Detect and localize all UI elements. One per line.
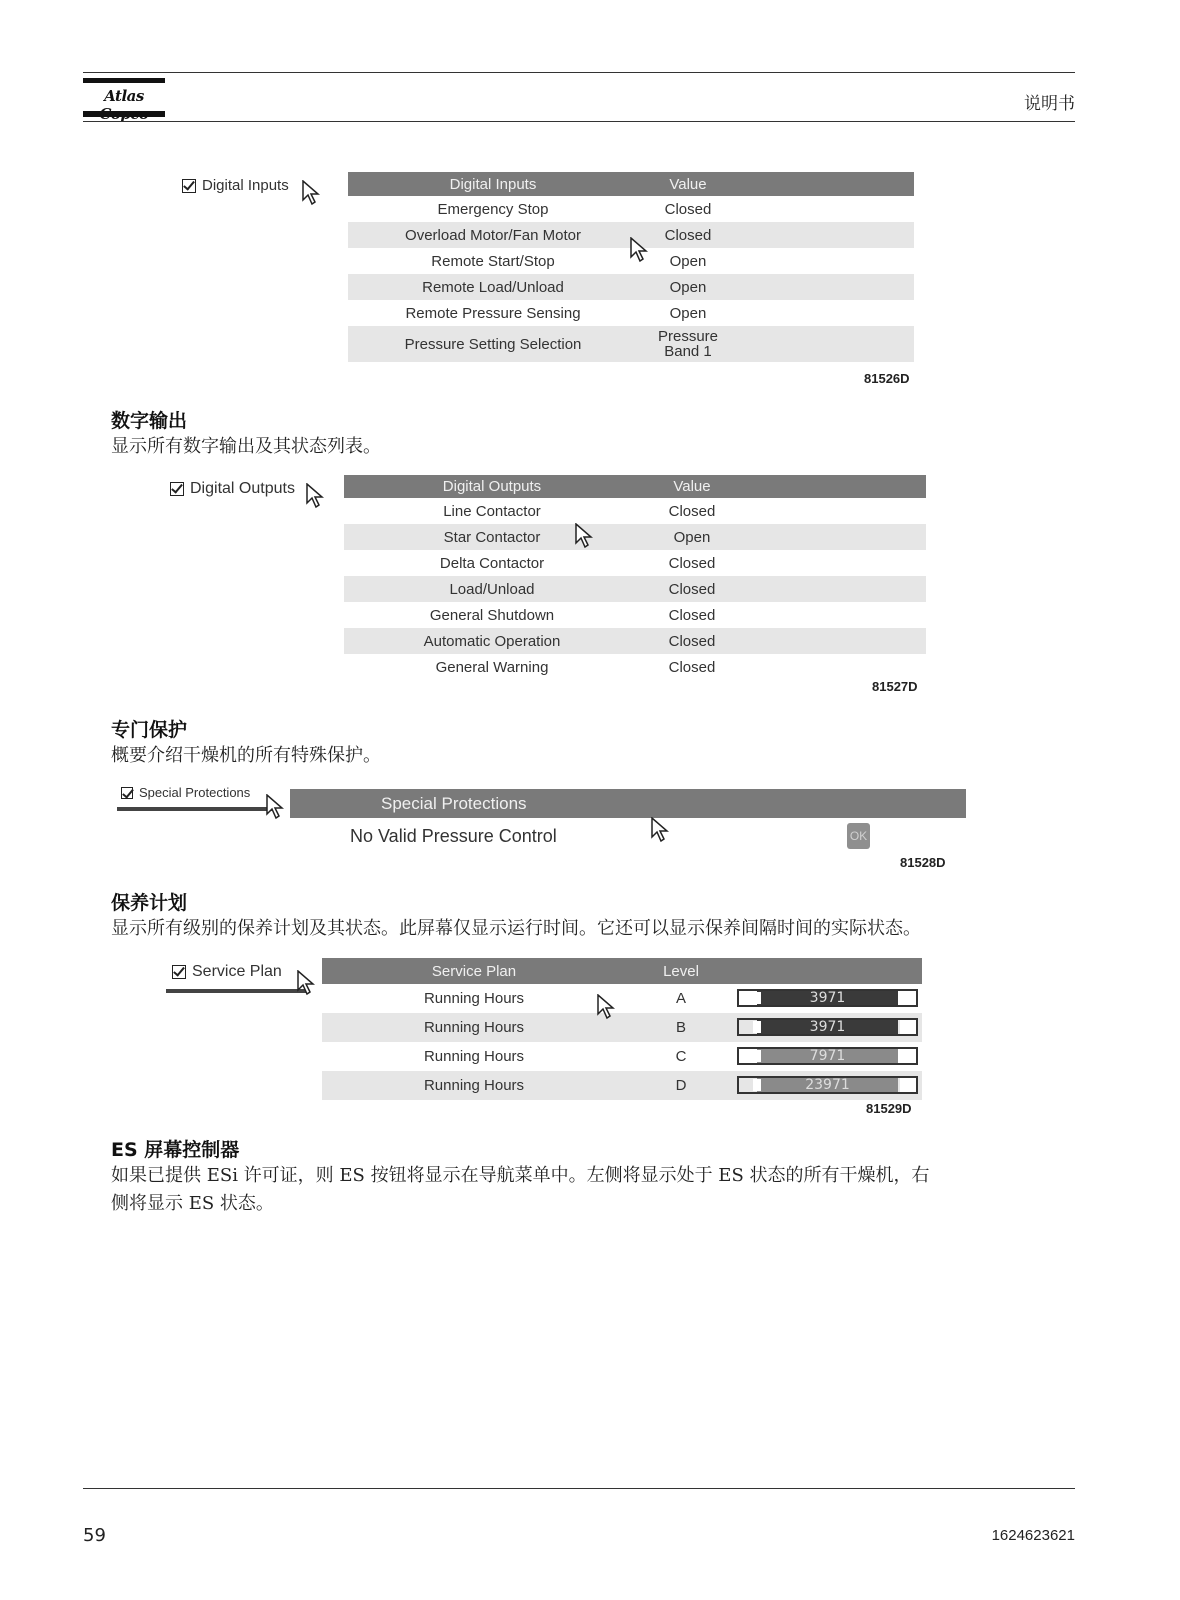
service-item-name: Running Hours [423,1048,525,1065]
output-name: Line Contactor [443,502,541,520]
table-row[interactable] [344,602,926,628]
input-name: Remote Load/Unload [422,278,564,296]
digital-inputs-table [348,172,914,362]
column-header: Digital Outputs [442,478,542,495]
table-row[interactable] [344,576,926,602]
column-header: Value [669,175,707,193]
figure-id: 81526D [864,371,910,386]
mouse-pointer-icon [630,237,648,263]
table-row[interactable] [344,550,926,576]
column-header: Service Plan [431,962,517,980]
output-name: General Warning [435,658,549,676]
output-name: Delta Contactor [439,554,545,572]
selection-underline [117,807,272,811]
header-top-rule [83,72,1075,73]
mouse-pointer-icon [597,994,615,1020]
service-level: C [675,1048,687,1065]
table-row[interactable] [344,498,926,524]
digital-outputs-checkbox[interactable] [170,480,295,498]
table-row[interactable] [348,196,914,222]
mouse-pointer-icon [297,970,315,996]
input-value: Open [669,304,707,322]
output-value: Closed [668,606,716,624]
mouse-pointer-icon [575,523,593,549]
output-value: Closed [668,632,716,650]
digital-outputs-table [344,475,926,680]
header-bottom-rule [83,121,1075,122]
special-protections-checkbox[interactable] [121,785,250,800]
table-row[interactable] [348,274,914,300]
output-value: Closed [668,554,716,572]
checkbox-checked-icon [182,179,196,193]
atlas-copco-logo: Atlas [83,78,165,120]
section-text-line: 如果已提供 ESi 许可证，则 ES 按钮将显示在导航菜单中。左侧将显示处于 ES 状态的所有干燥机，右 [111,1165,930,1186]
mouse-pointer-icon [651,817,669,843]
section-heading: ES 屏幕控制器 [111,1139,240,1161]
input-value: Pressure Band 1 [657,328,719,360]
table-row[interactable] [344,524,926,550]
column-header: Level [663,962,699,980]
figure-id: 81529D [866,1101,912,1116]
column-header: Digital Inputs [449,175,537,193]
service-level: A [675,990,686,1007]
table-row[interactable] [344,628,926,654]
table-header [344,475,926,498]
service-progress-bar [737,1047,918,1065]
output-name: Star Contactor [443,528,541,546]
page-number: 59 [83,1525,106,1546]
section-heading: 数字输出 [111,410,188,432]
ok-status-icon: OK [847,823,870,849]
output-value: Closed [668,580,716,598]
section-text: 显示所有数字输出及其状态列表。 [111,436,381,457]
mouse-pointer-icon [306,483,324,509]
checkbox-label: Special Protections [139,785,251,800]
checkbox-label: Digital Inputs [202,177,289,194]
table-header [322,958,922,984]
service-item-name: Running Hours [423,1019,525,1036]
running-hours-value: 23971 [805,1077,850,1093]
output-name: Load/Unload [449,580,535,598]
section-text-line: 侧将显示 ES 状态。 [111,1193,274,1214]
input-name: Pressure Setting Selection [404,335,582,353]
input-value: Open [669,278,707,296]
footer-rule [83,1488,1075,1489]
checkbox-label: Service Plan [192,963,282,980]
figure-id: 81527D [872,679,918,694]
input-name: Remote Start/Stop [431,252,555,270]
checkbox-checked-icon [172,965,186,979]
table-row[interactable] [344,654,926,680]
output-name: General Shutdown [429,606,555,624]
output-name: Automatic Operation [423,632,561,650]
section-heading: 保养计划 [111,892,188,914]
checkbox-label: Digital Outputs [190,480,295,497]
output-value: Closed [668,502,716,520]
service-level: D [675,1077,687,1094]
service-item-name: Running Hours [423,990,525,1007]
checkbox-checked-icon [121,787,133,799]
input-name: Overload Motor/Fan Motor [405,226,581,244]
section-text: 概要介绍干燥机的所有特殊保护。 [111,745,381,766]
protection-label: No Valid Pressure Control [350,825,557,846]
input-name: Emergency Stop [437,200,549,218]
input-value: Open [669,252,707,270]
input-value: Closed [664,200,712,218]
panel-header: Special Protections [290,789,966,818]
document-type: 说明书 [1024,94,1075,114]
running-hours-value: 7971 [809,1048,846,1064]
figure-id: 81528D [900,855,946,870]
service-progress-bar [737,1018,918,1036]
section-text: 显示所有级别的保养计划及其状态。此屏幕仅显示运行时间。它还可以显示保养间隔时间的实际状态。 [111,918,921,939]
service-progress-bar [737,1076,918,1094]
running-hours-value: 3971 [809,1019,846,1035]
table-row[interactable] [348,300,914,326]
service-level: B [675,1019,686,1036]
section-heading: 专门保护 [111,719,188,741]
mouse-pointer-icon [302,180,320,206]
mouse-pointer-icon [266,794,284,820]
service-plan-checkbox[interactable] [172,963,282,981]
column-header: Value [673,478,711,495]
running-hours-value: 3971 [809,990,846,1006]
selection-underline [166,989,306,993]
input-name: Remote Pressure Sensing [405,304,581,322]
input-value: Closed [664,226,712,244]
checkbox-checked-icon [170,482,184,496]
output-value: Closed [668,658,716,676]
table-row[interactable] [348,326,914,362]
digital-inputs-checkbox[interactable] [182,177,289,194]
document-number: 1624623621 [991,1527,1075,1544]
service-item-name: Running Hours [423,1077,525,1094]
table-header [348,172,914,196]
service-progress-bar [737,989,918,1007]
output-value: Open [673,528,711,546]
